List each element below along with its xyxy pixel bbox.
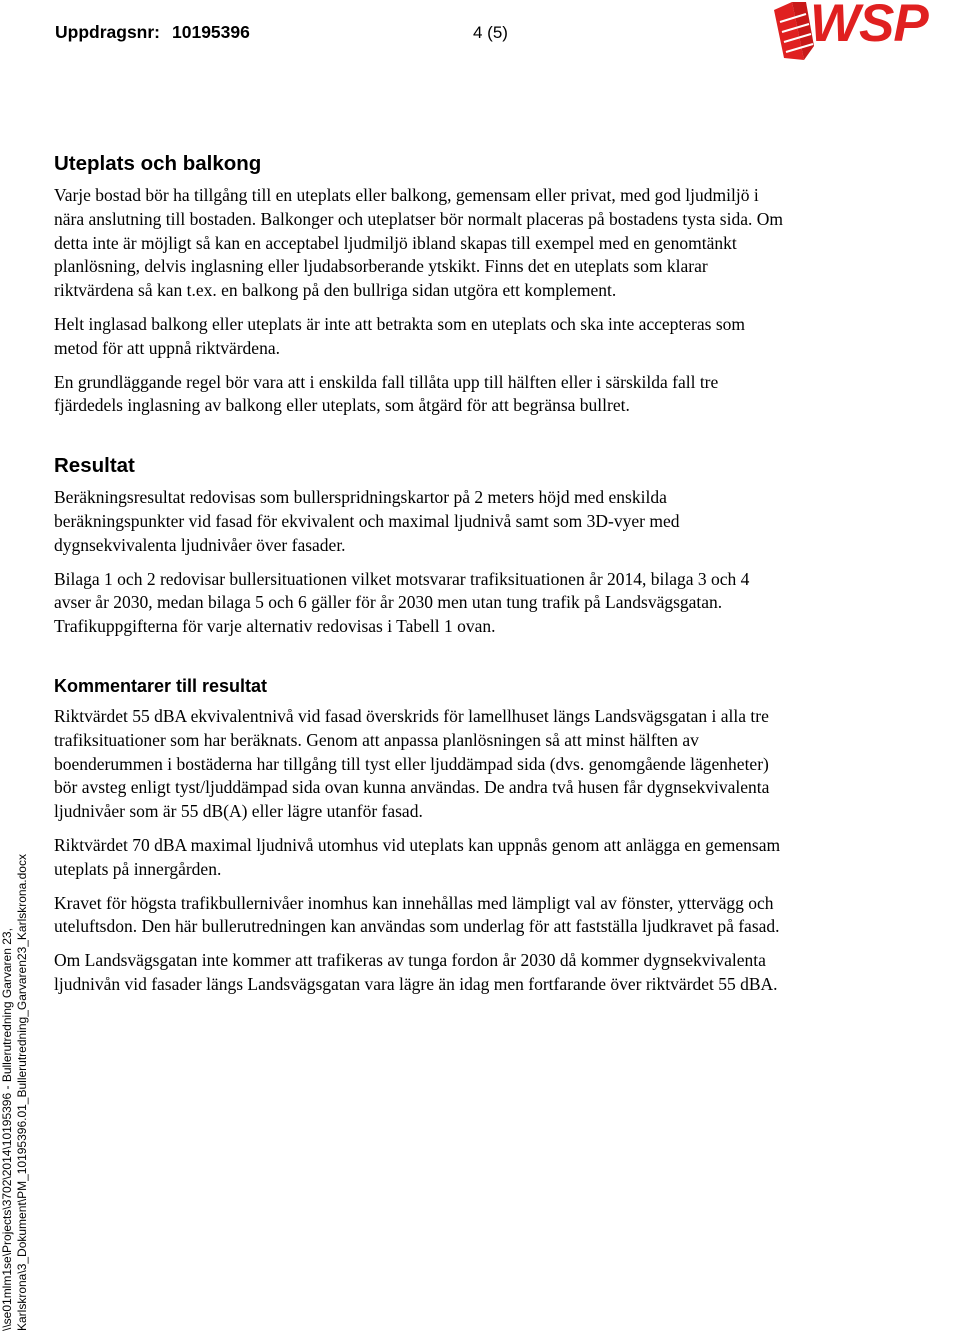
wsp-logo-text: WSP (810, 0, 928, 53)
wsp-logo (772, 0, 960, 62)
paragraph: Beräkningsresultat redovisas som bullerspridningskartor på 2 meters höjd med enskilda beräkningspunkter vid fasad för ekvivalent och maximal ljudnivå samt som 3D-vyer med dygnsekvivalenta ljudnivåer över fasader. (54, 487, 680, 555)
assignment-label: Uppdragsnr: (55, 22, 160, 42)
assignment-header (55, 22, 250, 43)
file-path-line-1: \\se01mlm1se\Projects\3702\2014\10195396 - Bullerutredning Garvaren 23, (0, 928, 14, 1331)
section-title-uteplats: Uteplats och balkong (54, 152, 262, 175)
assignment-number: 10195396 (172, 22, 250, 42)
page-number: 4 (5) (473, 23, 508, 42)
paragraph: En grundläggande regel bör vara att i enskilda fall tillåta upp till hälften eller i särskilda fall tre fjärdedels inglasning av balkong eller uteplats, som åtgärd för att begränsa bullret. (54, 371, 719, 416)
paragraph: Riktvärdet 70 dBA maximal ljudnivå utomhus vid uteplats kan uppnås genom att anlägga en gemensam uteplats på innergården. (54, 834, 781, 879)
paragraph: Helt inglasad balkong eller uteplats är inte att betrakta som en uteplats och ska inte accepteras som metod för att uppnå riktvärdena. (54, 313, 746, 358)
section-title-kommentarer: Kommentarer till resultat (54, 675, 268, 696)
file-path-sidebar (0, 854, 30, 1331)
paragraph: Om Landsvägsgatan inte kommer att trafikeras av tunga fordon år 2030 då kommer dygnsekvivalenta ljudnivån vid fasader längs Landsvägsgatan vara lägre än idag men fortfarande över riktvärdet 55 dBA. (54, 950, 778, 994)
paragraph: Kravet för högsta trafikbullernivåer inomhus kan innehållas med lämpligt val av fönster, yttervägg och uteluftsdon. Den här bullerutredningen kan användas som underlag för att fastställa ljudkravet på fasad. (54, 892, 780, 937)
paragraph: Varje bostad bör ha tillgång till en uteplats eller balkong, gemensam eller privat, med god ljudmiljö i nära anslutning till bostaden. Balkonger och uteplatser bör normalt placeras på bostadens tysta sida. Om detta inte är möjligt så kan en acceptabel ljudmiljö ibland skapas till exempel med en genomtänkt planlösning, delvis inglasning eller ljudabsorberande ytskikt. Finns det en uteplats som klarar riktvärdena så kan t.ex. en balkong på den bullriga sidan utgöra ett komplement. (54, 185, 783, 301)
file-path-line-2: Karlskrona\3_Dokument\PM_10195396.01_Bullerutredning_Garvaren23_Karlskrona.docx (15, 854, 29, 1331)
paragraph: Bilaga 1 och 2 redovisar bullersituationen vilket motsvarar trafiksituationen år 2014, bilaga 3 och 4 avser år 2030, medan bilaga 5 och 6 gäller för år 2030 men utan tung trafik på Landsvägsgatan. Trafikuppgifterna för varje alternativ redovisas i Tabell 1 ovan. (54, 568, 750, 637)
section-title-resultat: Resultat (54, 454, 135, 478)
document-body (54, 150, 784, 997)
paragraph: Riktvärdet 55 dBA ekvivalentnivå vid fasad överskrids för lamellhuset längs Landsvägsgatan i alla tre trafiksituationer som har beräknats. Genom att anpassa planlösningen så att minst hälften av boenderummen i bostäderna har tillgång till tyst eller ljuddämpad sida (dvs. genomgående lägenheter) bör avsteg enligt tyst/ljuddämpad sida ovan kunna användas. De andra två husen får dygnsekvivalenta ljudnivåer som är 55 dB(A) eller lägre utanför fasad. (54, 705, 770, 822)
